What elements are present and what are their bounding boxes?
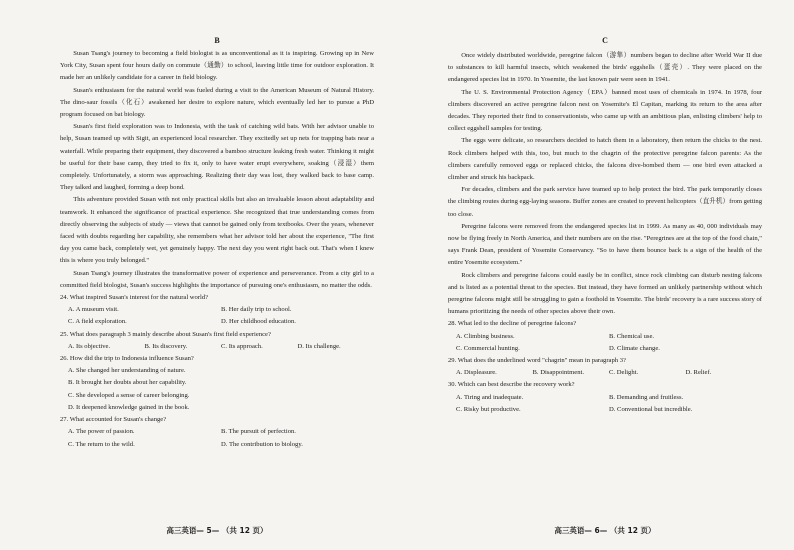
answer-option[interactable]: B. Chemical use. [609,332,655,340]
paragraph: Susan's first field exploration was to Indonesia, with the task of catching wild bats. With her advisor unable to help, Susan teamed up with Sigit, an experienced local researcher. They excitedly set up nets for trapping bats near a waterfall. While preparing their equipment, they discovered a bamboo structure leaking fresh water. Thinking it might be useful for their base camp, they tried to fix it, only to have water erupt everywhere, soaking（浸湿）them completely. Unfortunately, a storm was approaching. Realizing their day was lost, they walked back to base camp. They talked and laughed, forming a deep bond. [60,123,374,192]
page-right [448,0,762,550]
question-stem: 25. What does paragraph 3 mainly describe about Susan's first field experience? [60,330,271,338]
question-stem: 28. What led to the decline of peregrine falcons? [448,320,577,328]
answer-option[interactable]: D. Its challenge. [297,342,341,350]
answer-option[interactable]: B. Demanding and fruitless. [609,393,684,401]
section-c-heading: C [602,36,608,45]
question-options [60,426,374,450]
answer-option[interactable]: C. Delight. [609,369,639,377]
answer-option[interactable]: A. Displeasure. [456,369,497,377]
answer-option[interactable]: B. Its discovery. [144,342,188,350]
paragraph: Rock climbers and peregrine falcons could easily be in conflict, since rock climbing can disturb nesting falcons and is listed as a potential threat to the species. But instead, they have formed an unlikely partnership without which peregrine falcons might still be struggling to gain a foothold in Yosemite. The birds' recovery is a rare success story of humans prioritizing the needs of other species above their own. [448,271,762,316]
question-stem: 24. What inspired Susan's interest for the natural world? [60,294,209,302]
page-footer-right: 高三英语— 6— （共 12 页） [554,526,656,535]
question-stem: 27. What accounted for Susan's change? [60,416,167,424]
answer-option[interactable]: A. Climbing business. [456,332,515,340]
answer-option[interactable]: C. Risky but productive. [456,405,521,413]
answer-option[interactable]: C. Its approach. [221,342,263,350]
paragraph: Susan's enthusiasm for the natural world was fueled during a visit to the American Museum of Natural History. The dino-saur fossils（化石）awakened her desire to explore nature, which eventually led her to pursue a PhD program focused on bat biology. [60,86,374,119]
answer-option[interactable]: D. It deepened knowledge gained in the book. [68,403,190,411]
answer-option[interactable]: C. The return to the wild. [68,440,135,448]
question-stem: 29. What does the underlined word "chagrin" mean in paragraph 3? [448,357,626,365]
answer-option[interactable]: D. Her childhood education. [221,318,296,326]
question-options [60,365,374,414]
question-options [60,304,374,328]
answer-option[interactable]: A. A museum visit. [68,306,119,314]
answer-option[interactable]: C. A field exploration. [68,318,127,326]
answer-option[interactable]: B. The pursuit of perfection. [221,428,296,436]
passage-c [448,50,762,416]
answer-option[interactable]: C. Commercial hunting. [456,344,520,352]
paragraph: The U. S. Environmental Protection Agency（EPA）banned most uses of chemicals in 1974. In 1978, four climbers discovered an active peregrine falcon nest on Yosemite's El Capitan, marking its return to the area after decades. They reported their find to conservationists, who came up with an ambitious plan, enlisting climbers' help to collect eggshell samples for testing. [448,88,762,133]
answer-option[interactable]: C. She developed a sense of career belonging. [68,391,190,399]
answer-option[interactable]: D. Conventional but incredible. [609,405,693,413]
paragraph: The eggs were delicate, so researchers decided to hatch them in a laboratory, then return the chicks to the nest. Rock climbers helped with this, too, but much to the chagrin of the protective peregrine falcon parents: As the climbers carefully removed eggs or replaced chicks, the falcons dive-bombed them — one bird even attacked a climber and struck his backpack. [448,137,762,182]
answer-option[interactable]: A. The power of passion. [68,428,135,436]
answer-option[interactable]: B. Disappointment. [532,369,584,377]
answer-option[interactable]: A. Its objective. [68,342,111,350]
page-footer-left: 高三英语— 5— （共 12 页） [166,526,268,535]
question-options [448,331,762,355]
answer-option[interactable]: B. Her daily trip to school. [221,306,292,314]
passage-b [60,48,374,451]
question-options [448,367,762,379]
paragraph: This adventure provided Susan with not only practical skills but also an invaluable lesson about adaptability and teamwork. It enhanced the significance of practical experience. She recognized that true understanding comes from directly observing the subjects of study — views that cannot be gained only from textbooks. Over the years, whenever faced with doubts regarding her capability, she remembers what her advisor told her about the experience, "The first day you came back, completely wet, yet genuinely happy. The next day you went right back out. That's when I knew this is where you truly belonged." [60,196,374,265]
answer-option[interactable]: D. Relief. [685,369,712,377]
answer-option[interactable]: D. Climate change. [609,344,660,352]
section-b-heading: B [214,36,220,45]
paragraph: Once widely distributed worldwide, peregrine falcon（游隼）numbers began to decline after World War II due to substances to kill harmful insects, which weakened the birds' eggshells（蛋壳）. They were placed on the endangered species list in 1970. In Yosemite, the last known pair were seen in 1941. [448,52,762,84]
paragraph: For decades, climbers and the park service have teamed up to help protect the bird. The park temporarily closes the climbing routes during egg-laying seasons. Buffer zones are created to prevent helicopters（直升机）from getting too close. [448,186,762,218]
question-stem: 30. Which can best describe the recovery work? [448,381,575,389]
answer-option[interactable]: A. She changed her understanding of nature. [68,367,186,375]
answer-option[interactable]: B. It brought her doubts about her capability. [68,379,187,387]
question-options [448,392,762,416]
answer-option[interactable]: A. Tiring and inadequate. [456,393,524,401]
question-options [60,341,374,353]
paragraph: Peregrine falcons were removed from the endangered species list in 1999. As many as 40, 000 individuals may now be flying freely in North America, and their numbers are on the rise. "Peregrines are at the top of the food chain," says Frank Dean, president of Yosemite Conservancy. "So to have them bounce back is a sign of the health of the entire Yosemite ecosystem." [448,222,762,267]
paragraph: Susan Tsang's journey to becoming a field biologist is as unconventional as it is inspiring. Growing up in New York City, Susan spent four hours daily on commute（通勤）to school, leaving little time for outdoor exploration. It made her an unlikely candidate for a career in field biology. [60,50,374,82]
page-left [60,0,374,550]
paragraph: Susan Tsang's journey illustrates the transformative power of experience and perseverance. From a city girl to a committed field biologist, Susan's success highlights the importance of pursuing one's enthusiasm, no matter the odds. [60,269,374,289]
question-stem: 26. How did the trip to Indonesia influence Susan? [60,355,194,363]
answer-option[interactable]: D. The contribution to biology. [221,440,303,448]
